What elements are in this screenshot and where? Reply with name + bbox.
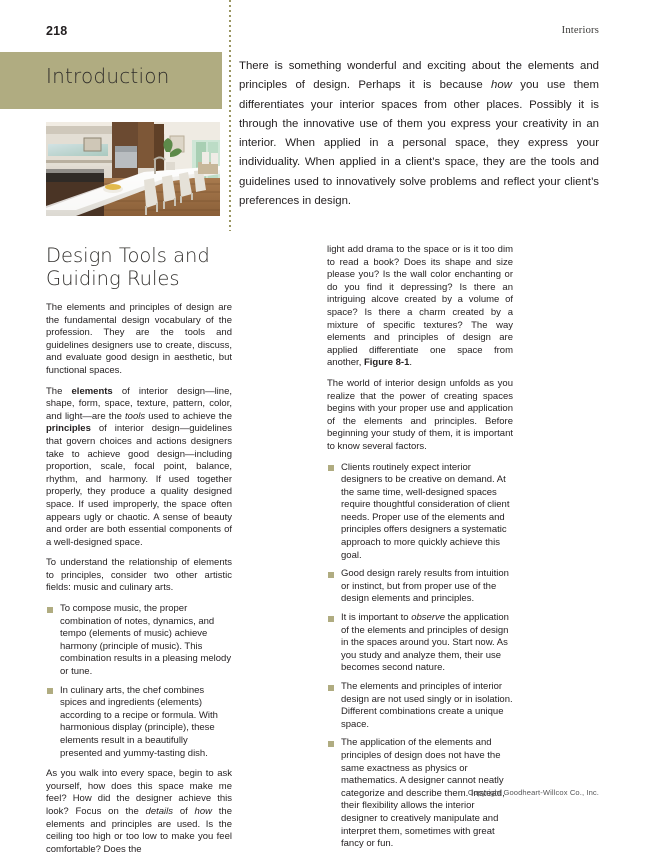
lp2-part-1: The: [46, 385, 72, 397]
list-item-text: To compose music, the proper combination of notes, dynamics, and tempo (elements of music) achieve harmony (principle of music). This combination results in a pleasing melody or tune.: [60, 603, 232, 678]
running-head: Interiors: [561, 25, 599, 36]
list-item-text: The application of the elements and principles of design does not have the same exactness as physics or mathematics. A designer cannot neatly categorize and describe them. Instead, their flexibility allows the interior designer to creatively manipulate and interpret them, sometimes with great fancy or fun.: [341, 737, 505, 850]
section-heading: Design Tools and Guiding Rules: [46, 244, 210, 290]
right-paragraph-1: [327, 244, 513, 370]
intro-text-1: There is something wonderful and exciting about the elements and principles of design. Perhaps it is because: [239, 60, 599, 92]
list-item-text: The elements and principles of interior design are not used singly or in isolation. Different combinations create a unique space.: [341, 681, 513, 730]
introduction-banner: [0, 52, 222, 109]
list-item-text: Clients routinely expect interior designers to be creative on demand. At the same time, well-designed spaces require thoughtful consideration of client needs. Proper use of the elements and principles offers designers a systematic approach to more quickly achieve this goal.: [341, 461, 510, 561]
intro-text-3: you use them differentiates your interior spaces from other places. Possibly it is through the innovative use of them you express your creativity in an interior. When applied in a personal space, they express your individuality. When applied in a client’s space, they are the tools and guidelines used to innovatively solve problems and reflect your client’s preferences in design.: [239, 79, 599, 208]
bullet-square-icon: [328, 465, 334, 471]
left-paragraph-4: [46, 768, 232, 856]
left-paragraph-2: [46, 386, 232, 550]
left-paragraph-1: The elements and principles of design are the fundamental design vocabulary of the profession. They are the tools and guidelines designers use to create, discuss, and evaluate good design in aesthetic, but functional spaces.: [46, 302, 232, 376]
lp2-elements-bold: elements: [71, 385, 113, 397]
bullet-square-icon: [328, 572, 334, 578]
introduction-paragraph: [239, 57, 599, 211]
lp4-part-3: of: [173, 805, 195, 817]
right-paragraph-2: The world of interior design unfolds as you realize that the power of creating spaces begins with your proper use and application of the elements and principles. Before beginning your study of them, it is important to know several factors.: [327, 377, 513, 452]
lp4-part-1: As you walk into every space, begin to ask yourself, how does this space make me feel? How did the designer achieve this look? Focus on the: [46, 768, 232, 817]
list-item: [46, 603, 232, 679]
intro-text-2-italic: how: [491, 79, 512, 92]
rp1-figure-reference: Figure 8-1: [363, 357, 410, 369]
list-item-text: It is important to observe the application of the elements and principles of design in the spaces around you. Start now. As you study and analyze them, their use becomes second nature.: [341, 612, 509, 674]
kitchen-photo-artwork: [46, 122, 220, 216]
bullet-square-icon: [328, 616, 334, 622]
list-item: [327, 568, 513, 606]
left-paragraph-3: To understand the relationship of elements to principles, consider two other artistic fields: music and culinary arts.: [46, 557, 232, 594]
list-item-text: Good design rarely results from intuition or instinct, but from proper use of the design elements and principles.: [341, 568, 509, 605]
lp2-part-7: of interior design—guidelines that govern choices and actions designers take to achieve good design—including proportion, scale, focal point, balance, rhythm, and harmony. If used together properly, they produce a quality designed space. If used improperly, the space often appears ugly or chaotic. A sense of beauty and order are both essential components of a well-designed space.: [46, 423, 232, 548]
lp2-tools-italic: tools: [125, 410, 146, 422]
bullet-square-icon: [47, 607, 53, 613]
vertical-dotted-rule: [229, 0, 231, 231]
page-number: 218: [46, 24, 68, 38]
lp4-how-italic: how: [194, 805, 212, 817]
observe-italic: observe: [411, 612, 446, 624]
interior-kitchen-photo: [46, 122, 220, 216]
list-item: [46, 685, 232, 761]
rp1-part-3: .: [409, 357, 413, 369]
left-text-column: [46, 302, 232, 856]
bullet-square-icon: [328, 741, 334, 747]
lp2-part-3: of interior design—line, shape, form, space, texture, pattern, color, and light—are the: [46, 385, 232, 422]
lp4-part-5: the elements and principles are used. Is the ceiling too high or too low to make you feel comfortable? Does the: [46, 805, 232, 855]
list-item: [327, 612, 513, 675]
bullet-square-icon: [47, 688, 53, 694]
right-text-column: [327, 244, 513, 859]
lp2-part-5: used to achieve the: [145, 410, 232, 422]
introduction-banner-label: Introduction: [46, 64, 170, 88]
left-bullet-list: [46, 603, 232, 760]
lp4-details-italic: details: [145, 805, 174, 817]
list-item-text: In culinary arts, the chef combines spices and ingredients (elements) according to a recipe or formula. With harmonious display (principle), these elements result in a beautifully presented and yummy-tasting dish.: [60, 684, 218, 759]
bullet-square-icon: [328, 685, 334, 691]
copyright-notice: Copyright Goodheart-Willcox Co., Inc.: [467, 788, 599, 797]
list-item: [327, 462, 513, 563]
rp1-part-1: light add drama to the space or is it too dim to read a book? Does its shape and size please you? Is the wall color enchanting or do you find it depressing? Is there an intriguing alcove created by a volume of space? Is there a charm created by a mixture of specific textures? The way elements and principles of design are applied differentiate one space from another,: [327, 244, 513, 369]
list-item: [327, 681, 513, 731]
lp2-principles-bold: principles: [46, 423, 91, 435]
